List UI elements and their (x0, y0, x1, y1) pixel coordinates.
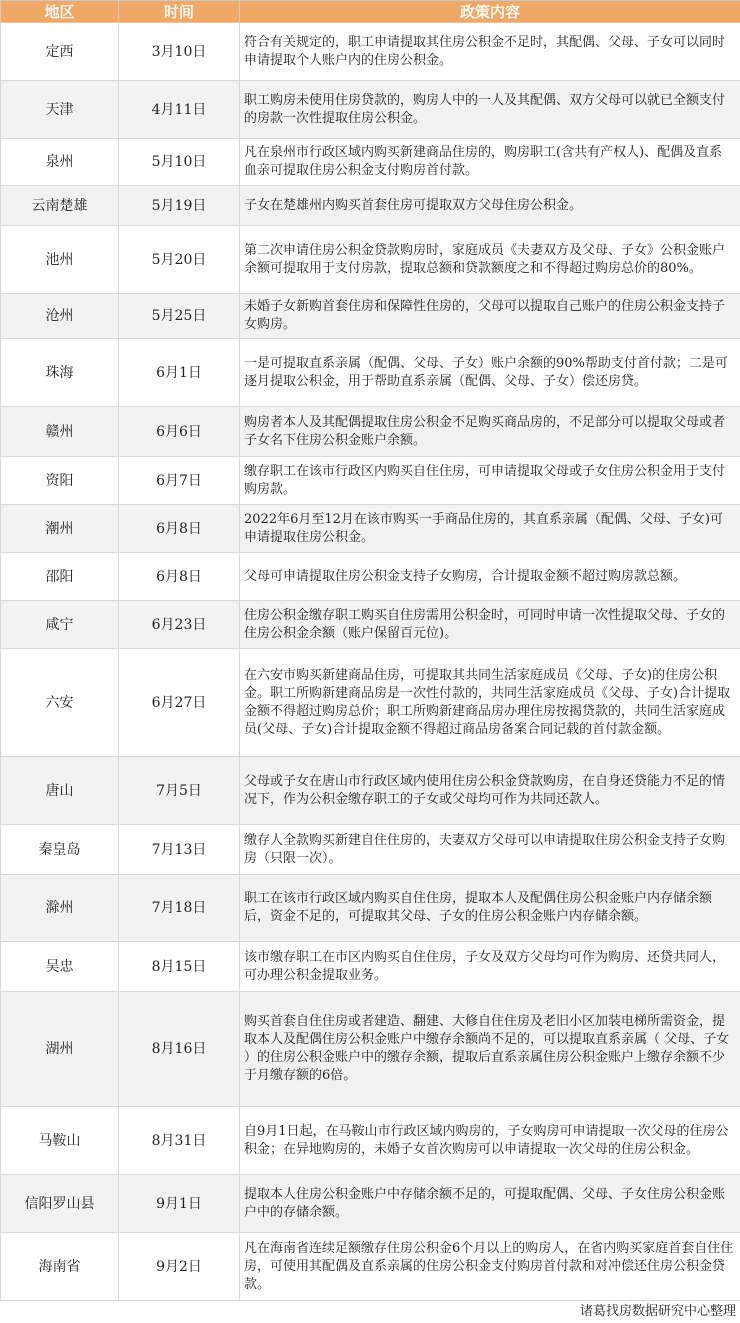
source-footer: 诸葛找房数据研究中心整理 (0, 1301, 740, 1323)
table-row (1, 649, 740, 757)
date-cell: 7月5日 (119, 757, 240, 825)
policy-cell: 职工在该市行政区域内购买自住住房，提取本人及配偶住房公积金账户内存储余额后，资金不足的，可提取其父母、子女的住房公积金账户内存储余额。 (240, 875, 740, 942)
region-cell: 唐山 (1, 757, 119, 825)
table-row (1, 81, 740, 139)
date-cell: 5月25日 (119, 294, 240, 339)
region-cell: 马鞍山 (1, 1107, 119, 1175)
policy-cell: 购房者本人及其配偶提取住房公积金不足购买商品房的，不足部分可以提取父母或者子女名下住房公积金账户余额。 (240, 407, 740, 457)
policy-cell: 住房公积金缴存职工购买自住房需用公积金时，可同时申请一次性提取父母、子女的住房公积金余额（账户保留百元位)。 (240, 601, 740, 649)
region-cell: 天津 (1, 81, 119, 139)
policy-cell: 子女在楚雄州内购买首套住房可提取双方父母住房公积金。 (240, 186, 740, 226)
policy-cell: 在六安市购买新建商品住房，可提取其共同生活家庭成员《父母、子女)的住房公积金。职工所购新建商品房是一次性付款的，共同生活家庭成员《父母、子女)合计提取金额不得超过购房总价；职工所购新建商品房办理住房按揭贷款的，共同生活家庭成员(父母、子女)合计提取金额不得超过商品房备案合同记载的首付款金额。 (240, 649, 740, 757)
region-cell: 吴忠 (1, 942, 119, 992)
table-row (1, 875, 740, 942)
table-row (1, 825, 740, 875)
policy-cell: 父母或子女在唐山市行政区域内使用住房公积金贷款购房，在自身还贷能力不足的情况下，作为公积金缴存职工的子女或父母均可作为共同还款人。 (240, 757, 740, 825)
date-cell: 6月23日 (119, 601, 240, 649)
table-row (1, 1107, 740, 1175)
region-cell: 赣州 (1, 407, 119, 457)
table-row (1, 1233, 740, 1301)
table-row (1, 339, 740, 407)
policy-cell: 该市缴存职工在市区内购买自住住房，子女及双方父母均可作为购房、还贷共同人，可办理公积金提取业务。 (240, 942, 740, 992)
table-row (1, 942, 740, 992)
region-cell: 云南楚雄 (1, 186, 119, 226)
region-cell: 潮州 (1, 505, 119, 553)
policy-cell: 缴存人全款购买新建自住住房的，夫妻双方父母可以申请提取住房公积金支持子女购房（只限一次）。 (240, 825, 740, 875)
table-row (1, 407, 740, 457)
date-cell: 6月6日 (119, 407, 240, 457)
header-date: 时间 (119, 1, 240, 23)
table-row (1, 601, 740, 649)
policy-cell: 符合有关规定的，职工申请提取其住房公积金不足时，其配偶、父母、子女可以同时申请提取个人账户内的住房公积金。 (240, 23, 740, 81)
table-row (1, 553, 740, 601)
region-cell: 湖州 (1, 992, 119, 1107)
date-cell: 8月15日 (119, 942, 240, 992)
region-cell: 秦皇岛 (1, 825, 119, 875)
policy-cell: 提取本人住房公积金账户中存储余额不足的，可提取配偶、父母、子女住房公积金账户中的存储余额。 (240, 1175, 740, 1233)
date-cell: 7月18日 (119, 875, 240, 942)
date-cell: 8月16日 (119, 992, 240, 1107)
table-row (1, 294, 740, 339)
table-row (1, 23, 740, 81)
policy-cell: 缴存职工在该市行政区内购买自住住房，可申请提取父母或子女住房公积金用于支付购房款。 (240, 457, 740, 505)
table-row (1, 992, 740, 1107)
date-cell: 6月7日 (119, 457, 240, 505)
region-cell: 信阳罗山县 (1, 1175, 119, 1233)
table-row (1, 139, 740, 186)
table-row (1, 1175, 740, 1233)
policy-cell: 未婚子女新购首套住房和保障性住房的，父母可以提取自己账户的住房公积金支持子女购房。 (240, 294, 740, 339)
policy-cell: 购买首套自住住房或者建造、翻建、大修自住住房及老旧小区加装电梯所需资金，提取本人及配偶住房公积金账户中缴存余额尚不足的，可以提取直系亲属（ 父母、子女 ）的住房公积金账户中的缴存余额，提取后直系亲属住房公积金账户上缴存余额不少于月缴存额的6倍。 (240, 992, 740, 1107)
region-cell: 咸宁 (1, 601, 119, 649)
date-cell: 6月1日 (119, 339, 240, 407)
date-cell: 9月2日 (119, 1233, 240, 1301)
region-cell: 定西 (1, 23, 119, 81)
date-cell: 4月11日 (119, 81, 240, 139)
date-cell: 9月1日 (119, 1175, 240, 1233)
region-cell: 珠海 (1, 339, 119, 407)
region-cell: 沧州 (1, 294, 119, 339)
policy-cell: 职工购房未使用住房贷款的，购房人中的一人及其配偶、双方父母可以就已全额支付的房款一次性提取住房公积金。 (240, 81, 740, 139)
policy-cell: 父母可申请提取住房公积金支持子女购房，合计提取金额不超过购房款总额。 (240, 553, 740, 601)
region-cell: 海南省 (1, 1233, 119, 1301)
region-cell: 泉州 (1, 139, 119, 186)
policy-cell: 第二次申请住房公积金贷款购房时，家庭成员《夫妻双方及父母、子女》公积金账户余额可提取用于支付房款，提取总额和贷款额度之和不得超过购房总价的80%。 (240, 226, 740, 294)
date-cell: 6月8日 (119, 505, 240, 553)
date-cell: 6月27日 (119, 649, 240, 757)
policy-cell: 自9月1日起，在马鞍山市行政区域内购房的，子女购房可申请提取一次父母的住房公积金；在异地购房的，未婚子女首次购房可以申请提取一次父母的住房公积金。 (240, 1107, 740, 1175)
policy-cell: 2022年6月至12月在该市购买一手商品住房的，其直系亲属（配偶、父母、子女)可申请提取住房公积金。 (240, 505, 740, 553)
region-cell: 六安 (1, 649, 119, 757)
header-policy: 政策内容 (240, 1, 740, 23)
policy-cell: 一是可提取直系亲属（配偶、父母、子女）账户余额的90%帮助支付首付款；二是可逐月提取公积金，用于帮助直系亲属（配偶、父母、子女）偿还房贷。 (240, 339, 740, 407)
policy-cell: 凡在泉州市行政区域内购买新建商品住房的，购房职工(含共有产权人)、配偶及直系血亲可提取住房公积金支付购房首付款。 (240, 139, 740, 186)
date-cell: 6月8日 (119, 553, 240, 601)
table-row (1, 757, 740, 825)
date-cell: 3月10日 (119, 23, 240, 81)
region-cell: 资阳 (1, 457, 119, 505)
header-region: 地区 (1, 1, 119, 23)
region-cell: 滁州 (1, 875, 119, 942)
region-cell: 邵阳 (1, 553, 119, 601)
table-header-row (1, 1, 740, 23)
table-row (1, 186, 740, 226)
policy-cell: 凡在海南省连续足额缴存住房公积金6个月以上的购房人，在省内购买家庭首套自住住房，可使用其配偶及直系亲属的住房公积金支付购房首付款和对冲偿还住房公积金贷款。 (240, 1233, 740, 1301)
table-row (1, 457, 740, 505)
table-row (1, 505, 740, 553)
date-cell: 7月13日 (119, 825, 240, 875)
date-cell: 5月19日 (119, 186, 240, 226)
date-cell: 5月20日 (119, 226, 240, 294)
date-cell: 8月31日 (119, 1107, 240, 1175)
table-row (1, 226, 740, 294)
date-cell: 5月10日 (119, 139, 240, 186)
region-cell: 池州 (1, 226, 119, 294)
